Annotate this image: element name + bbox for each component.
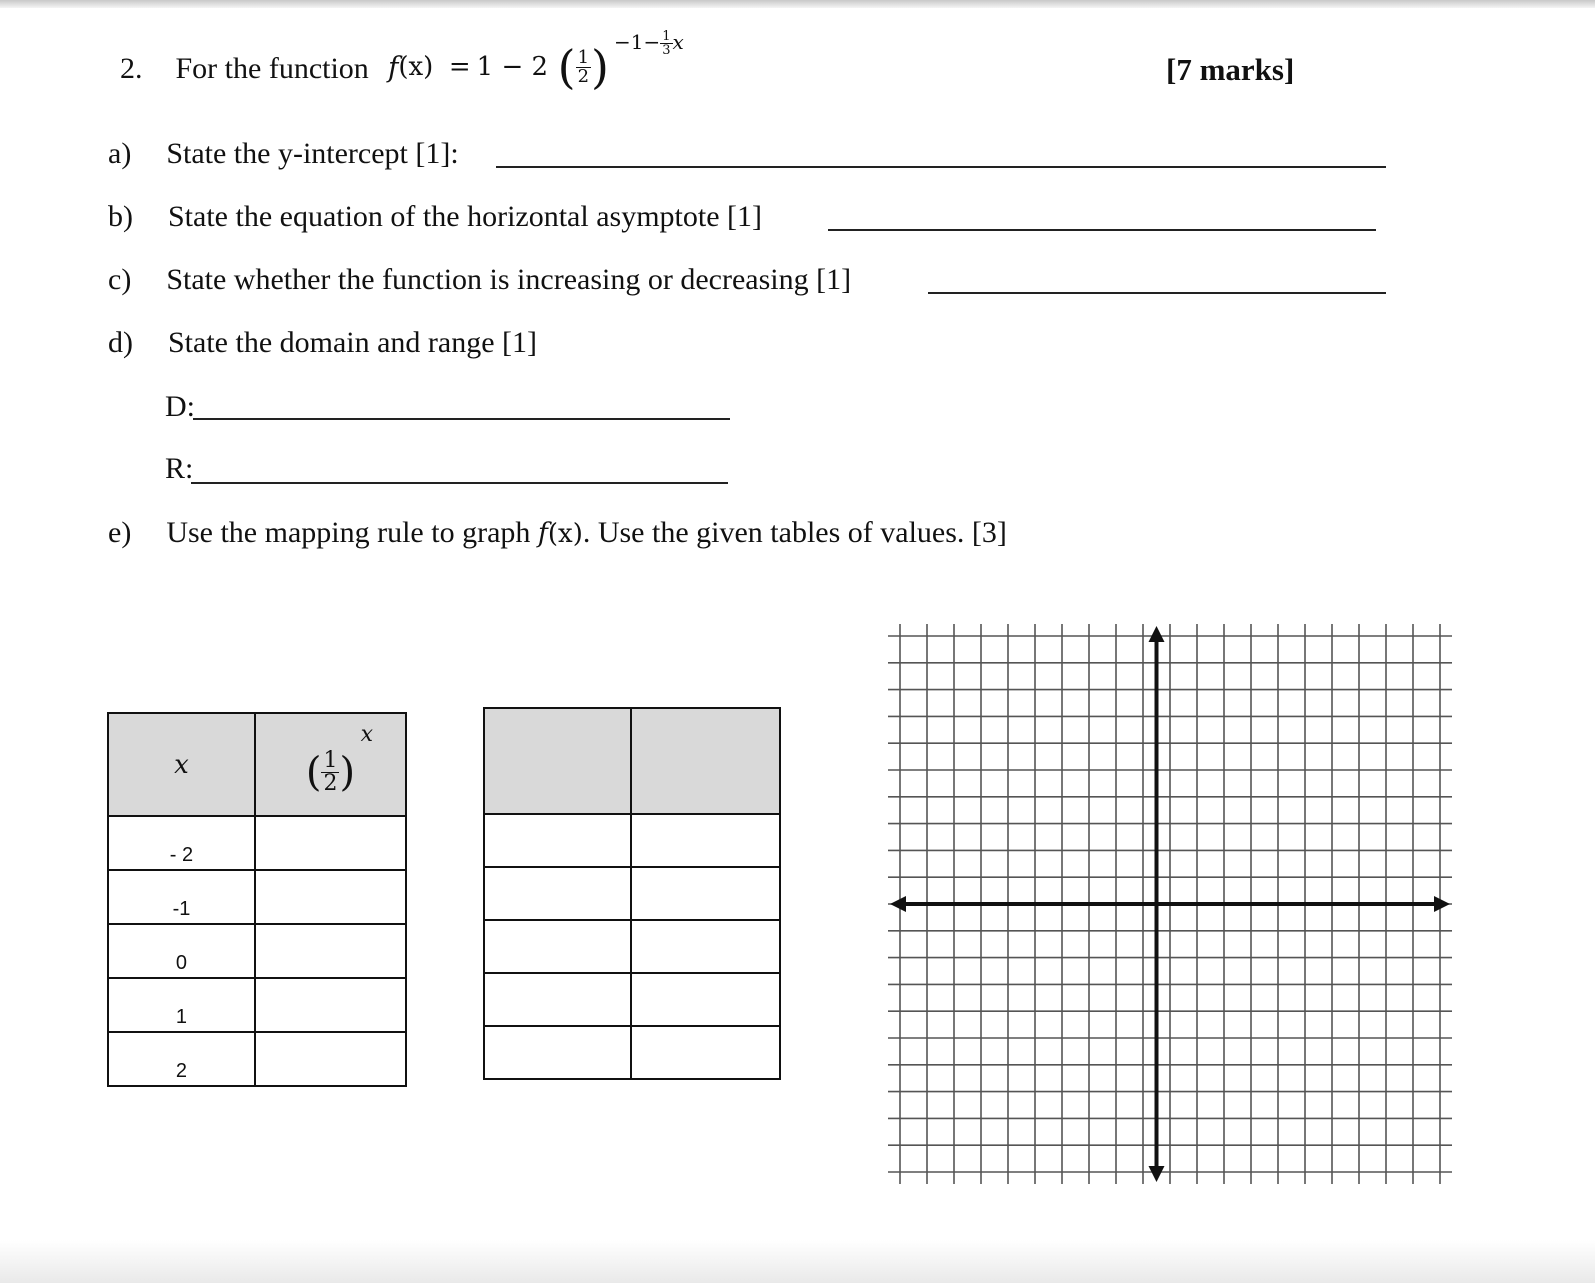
table-row <box>484 814 780 867</box>
part-b-text: State the equation of the horizontal asymptote [1] <box>168 200 762 233</box>
table1-y-cell[interactable] <box>255 1032 406 1086</box>
base-denominator: 2 <box>577 65 590 87</box>
range-label: R: <box>165 452 194 485</box>
table-row <box>108 1032 406 1086</box>
table-row <box>484 1026 780 1079</box>
table2-cell[interactable] <box>631 867 780 920</box>
table1-y-cell[interactable] <box>255 924 406 978</box>
part-c-label: c) <box>108 263 132 296</box>
domain-answer-line[interactable] <box>193 418 730 420</box>
part-c-text: State whether the function is increasing or decreasing [1] <box>166 263 852 296</box>
answer-line-c[interactable] <box>928 292 1386 294</box>
part-e <box>108 516 1007 550</box>
table-row <box>108 978 406 1032</box>
question-intro: For the function <box>175 52 369 85</box>
table1-right-paren: ) <box>339 749 356 796</box>
table-row <box>108 816 406 870</box>
table2-header-left[interactable] <box>484 708 631 814</box>
table-row <box>484 920 780 973</box>
table-row <box>108 924 406 978</box>
table2-cell[interactable] <box>484 973 631 1026</box>
expression-constant: 1 − 2 <box>476 52 549 82</box>
part-e-function-variable: (x) <box>547 519 583 549</box>
part-e-function-name: f <box>537 518 548 549</box>
table1-y-cell[interactable] <box>255 816 406 870</box>
table2-cell[interactable] <box>631 973 780 1026</box>
part-a-text: State the y-intercept [1]: <box>166 137 459 170</box>
table-row <box>484 867 780 920</box>
y-axis-arrow-up-icon <box>1149 626 1165 642</box>
table2-cell[interactable] <box>484 867 631 920</box>
table2-cell[interactable] <box>631 920 780 973</box>
part-d-label: d) <box>108 326 133 359</box>
table2-header-right[interactable] <box>631 708 780 814</box>
table1-x-cell[interactable]: 2 <box>108 1032 255 1086</box>
base-fraction <box>576 46 591 87</box>
part-c <box>108 263 851 297</box>
part-b-label: b) <box>108 200 133 233</box>
exponent-variable: x <box>672 30 684 54</box>
marks-label: [7 marks] <box>1166 52 1295 87</box>
table1-header-exponent: x <box>360 722 374 747</box>
question-number: 2. <box>120 52 143 85</box>
table1-left-paren: ( <box>305 749 322 796</box>
function-formula <box>388 40 609 104</box>
table2-cell[interactable] <box>484 1026 631 1079</box>
left-paren: ( <box>557 40 576 94</box>
function-exponent <box>614 30 684 57</box>
part-a <box>108 137 459 171</box>
part-a-label: a) <box>108 137 132 170</box>
table1-x-cell[interactable]: -1 <box>108 870 255 924</box>
table2-cell[interactable] <box>631 814 780 867</box>
table1-y-cell[interactable] <box>255 870 406 924</box>
table-of-values-mapped <box>483 707 781 1080</box>
part-d <box>108 326 537 360</box>
table1-base-numerator: 1 <box>323 748 338 773</box>
base-numerator: 1 <box>577 46 590 68</box>
exponent-numerator: 1 <box>662 29 671 44</box>
function-variable: (x) <box>398 52 434 82</box>
table-row <box>108 870 406 924</box>
exponent-prefix: −1− <box>614 30 661 54</box>
question-header <box>120 52 369 86</box>
part-d-text: State the domain and range [1] <box>168 326 538 359</box>
coordinate-grid[interactable] <box>888 624 1454 1184</box>
table2-cell[interactable] <box>484 920 631 973</box>
part-b <box>108 200 762 234</box>
x-axis-arrow-right-icon <box>1434 896 1450 912</box>
y-axis-arrow-down-icon <box>1149 1166 1165 1182</box>
part-e-text-before: Use the mapping rule to graph <box>166 516 531 549</box>
table1-x-cell[interactable]: - 2 <box>108 816 255 870</box>
table-of-values-base <box>107 712 407 1087</box>
x-axis-arrow-left-icon <box>890 896 906 912</box>
table2-cell[interactable] <box>631 1026 780 1079</box>
table1-y-cell[interactable] <box>255 978 406 1032</box>
answer-line-a[interactable] <box>496 166 1386 168</box>
table1-x-cell[interactable]: 0 <box>108 924 255 978</box>
window-bottom-edge <box>0 1240 1595 1283</box>
function-name: f <box>388 50 399 84</box>
domain-label: D: <box>165 390 195 423</box>
table2-cell[interactable] <box>484 814 631 867</box>
part-e-label: e) <box>108 516 132 549</box>
right-paren: ) <box>591 40 609 94</box>
equals-sign: = <box>448 52 471 82</box>
answer-line-b[interactable] <box>828 229 1376 231</box>
exponent-denominator: 3 <box>662 43 671 58</box>
table1-header-x <box>108 713 255 816</box>
table1-header-x-text: x <box>174 749 189 780</box>
table1-header-base <box>255 713 406 816</box>
table-row <box>484 973 780 1026</box>
table1-base-denominator: 2 <box>323 771 338 796</box>
window-top-edge <box>0 0 1595 8</box>
table1-base-fraction <box>321 750 339 795</box>
table1-x-cell[interactable]: 1 <box>108 978 255 1032</box>
part-e-text-after: . Use the given tables of values. [3] <box>582 516 1007 549</box>
range-answer-line[interactable] <box>191 482 728 484</box>
exponent-fraction <box>660 30 672 57</box>
